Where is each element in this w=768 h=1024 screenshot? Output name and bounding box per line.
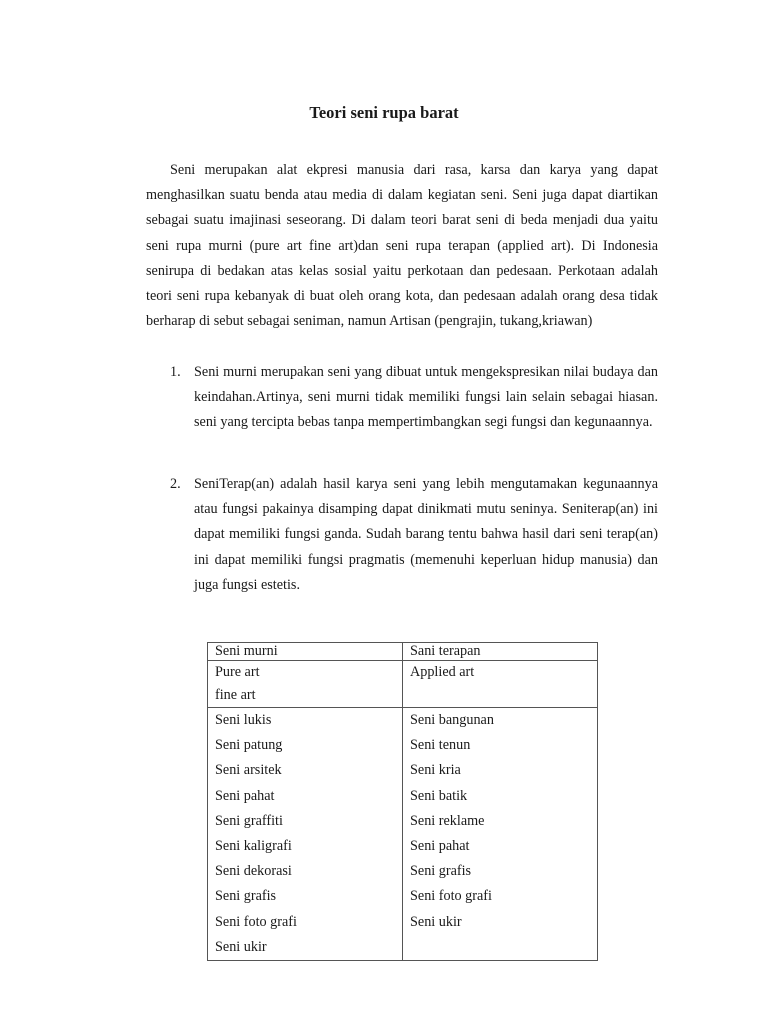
list-item: Seni kria (410, 762, 461, 779)
cell-text: Applied art (410, 664, 475, 680)
list-text: SeniTerap(an) adalah hasil karya seni yang lebih mengutamakan kegunaannya atau fungsi pakainya disamping dapat dinikmati mutu seninya. Seniterap(an) ini dapat memiliki fungsi ganda. Sudah barang tentu bahwa hasil dari seni terap(an) ini dapat memiliki fungsi pragmatis (memenuhi keperluan hidup manusia) dan juga fungsi estetis. (194, 476, 658, 593)
document-title: Teori seni rupa barat (309, 103, 459, 122)
sub-cell-right (403, 661, 598, 708)
list-item: Seni pahat (410, 838, 470, 855)
list-item: Seni patung (215, 737, 283, 754)
list-item: Seni tenun (410, 737, 471, 754)
list-item: Seni reklame (410, 812, 485, 829)
list-item: Seni dekorasi (215, 863, 292, 880)
left-list-cell (208, 708, 403, 961)
list-item: Seni foto grafi (215, 913, 297, 930)
sub-cell-left (208, 661, 403, 708)
list-item: Seni bangunan (410, 712, 494, 728)
table-row (208, 708, 598, 961)
list-number: 2. (170, 476, 181, 492)
cell-text: Pure art (215, 664, 260, 680)
list-text: Seni murni merupakan seni yang dibuat untuk mengekspresikan nilai budaya dan keindahan.Artinya, seni murni tidak memiliki fungsi lain selain sebagai hiasan. seni yang tercipta bebas tanpa mempertimbangkan segi fungsi dan kegunaannya. (194, 364, 658, 431)
list-item (146, 472, 658, 598)
header-cell-left: Seni murni (208, 643, 403, 661)
art-types-table (207, 642, 598, 961)
list-item: Seni grafis (215, 888, 277, 905)
intro-text: Seni merupakan alat ekpresi manusia dari rasa, karsa dan karya yang dapat menghasilkan suatu benda atau media di dalam kegiatan seni. Seni juga dapat diartikan sebagai suatu imajinasi seseorang. Di dalam teori barat seni di beda menjadi dua yaitu seni rupa murni (pure art fine art)dan seni rupa terapan (applied art). Di Indonesia senirupa di bedakan atas kelas sosial yaitu perkotaan dan pedesaan. Perkotaan adalah teori seni rupa kebanyak di buat oleh orang kota, dan pedesaan adalah orang desa tidak berharap di sebut sebagai seniman, namun Artisan (pengrajin, tukang,kriawan) (146, 162, 658, 330)
intro-paragraph (146, 158, 658, 334)
list-item: Seni grafis (410, 863, 472, 880)
table-row (208, 661, 598, 708)
list-item: Seni lukis (215, 712, 272, 728)
list-item: Seni kaligrafi (215, 838, 292, 855)
list-number: 1. (170, 364, 181, 380)
list-item: Seni pahat (215, 787, 275, 804)
list-item: Seni arsitek (215, 762, 282, 779)
right-list-cell (403, 708, 598, 961)
list-item: Seni ukir (215, 938, 267, 955)
cell-text: fine art (215, 687, 256, 703)
table-header-row (208, 643, 598, 661)
list-item: Seni ukir (410, 913, 462, 930)
list-item: Seni batik (410, 787, 468, 804)
list-item: Seni graffiti (215, 812, 283, 829)
list-item: Seni foto grafi (410, 888, 492, 905)
list-item (146, 360, 658, 436)
header-cell-right: Sani terapan (403, 643, 598, 661)
